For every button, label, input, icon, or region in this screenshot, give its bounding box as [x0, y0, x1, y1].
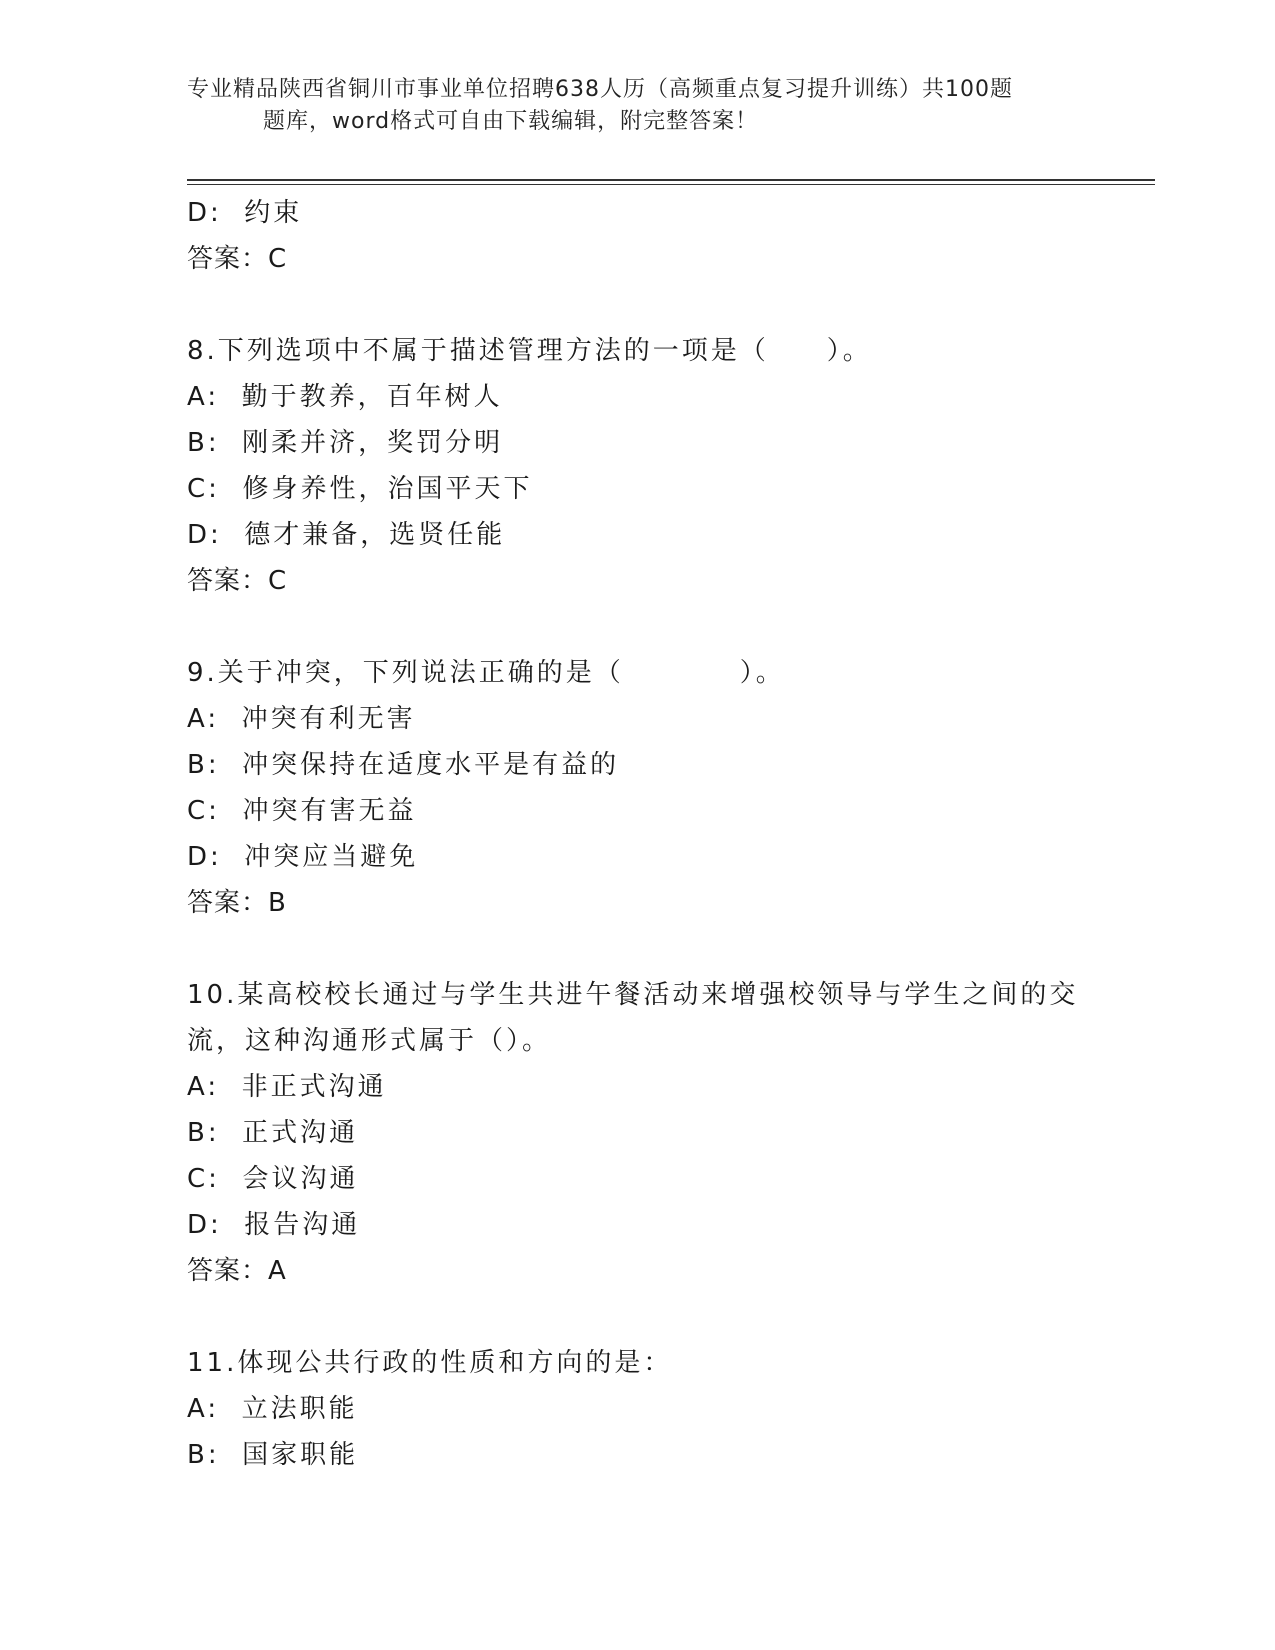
question-9: [187, 650, 1087, 926]
header-divider-thin: [187, 184, 1155, 185]
option-b: B: 冲突保持在适度水平是有益的: [187, 750, 620, 780]
answer-line: 答案：C: [187, 244, 288, 274]
option-a: A: 冲突有利无害: [187, 704, 416, 734]
question-10: [187, 972, 1087, 1294]
option-d: D: 约束: [187, 198, 303, 228]
question-stem-line-1: 10.某高校校长通过与学生共进午餐活动来增强校领导与学生之间的交: [187, 980, 1079, 1010]
option-d: D: 德才兼备，选贤任能: [187, 520, 506, 550]
header-title-line-2: 题库，word格式可自由下载编辑，附完整答案！: [263, 109, 759, 134]
question-8: [187, 328, 1087, 604]
header-title-line-1: 专业精品陕西省铜川市事业单位招聘638人历（高频重点复习提升训练）共100题: [187, 77, 1013, 102]
option-b: B: 正式沟通: [187, 1118, 359, 1148]
question-11: [187, 1340, 1087, 1478]
spacer: [187, 1294, 1087, 1340]
option-d: D: 报告沟通: [187, 1210, 361, 1240]
question-7-remainder: [187, 190, 1087, 282]
spacer: [187, 926, 1087, 972]
answer-line: 答案：B: [187, 888, 287, 918]
option-c: C: 冲突有害无益: [187, 796, 417, 826]
option-a: A: 勤于教养，百年树人: [187, 382, 503, 412]
spacer: [187, 604, 1087, 650]
option-c: C: 修身养性，治国平天下: [187, 474, 533, 504]
option-a: A: 非正式沟通: [187, 1072, 387, 1102]
option-c: C: 会议沟通: [187, 1164, 359, 1194]
option-d: D: 冲突应当避免: [187, 842, 419, 872]
question-stem: 11.体现公共行政的性质和方向的是：: [187, 1348, 673, 1378]
option-b: B: 刚柔并济，奖罚分明: [187, 428, 504, 458]
answer-line: 答案：C: [187, 566, 288, 596]
spacer: [187, 282, 1087, 328]
question-stem-line-2: 流，这种沟通形式属于（）。: [187, 1026, 552, 1056]
answer-line: 答案：A: [187, 1256, 287, 1286]
question-list: [187, 190, 1087, 1478]
question-stem: 8.下列选项中不属于描述管理方法的一项是（ ）。: [187, 336, 872, 366]
document-header: [187, 74, 1087, 138]
option-a: A: 立法职能: [187, 1394, 358, 1424]
header-divider-thick: [187, 179, 1155, 181]
question-stem: 9.关于冲突，下列说法正确的是（ ）。: [187, 658, 785, 688]
option-b: B: 国家职能: [187, 1440, 359, 1470]
